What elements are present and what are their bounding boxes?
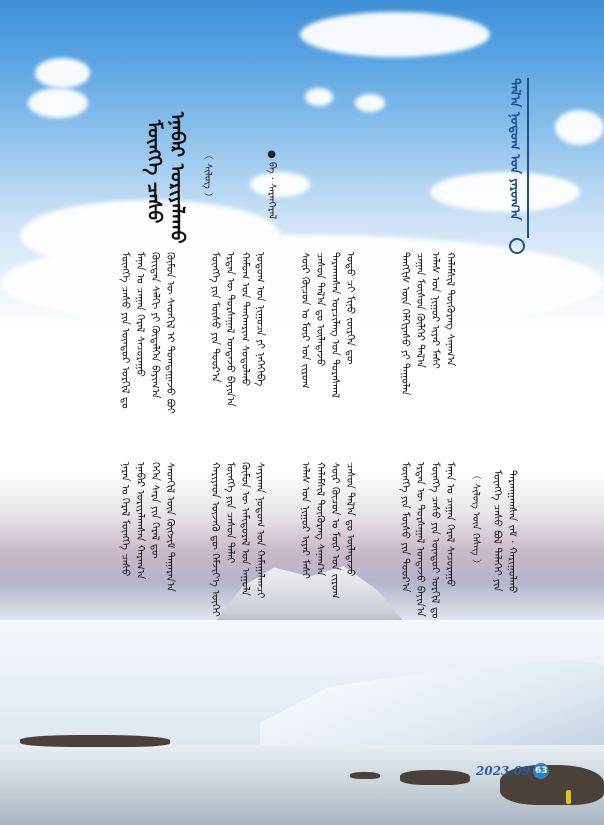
- poem-line: ᠡᠷᠲᠡᠨ ᠦ ᠳᠤᠷᠰᠠᠭᠠᠯ ᠤᠨᠲᠠᠵᠤ ᠪᠠᠶᠢᠨ᠎ᠠ: [414, 462, 426, 617]
- poem-line: ᠰᠦᠷ ᠬᠦᠴᠦᠨ ᠤ ᠮᠥᠷ ᠤᠨ ᠵᠢᠷᠤᠭ: [329, 462, 341, 599]
- person-figure: [566, 790, 571, 804]
- cloud: [28, 88, 88, 118]
- poem-line: ᠨᠤᠲᠤᠭ ᠤᠨ ᠨᠢᠭᠤᠴᠠ ᠶᠢ ᠨᠡᠭᠡᠭᠡᠪᠡ: [254, 252, 266, 387]
- page-footer: [476, 763, 549, 779]
- issue-date: 2023.09: [476, 764, 531, 778]
- poem-line: ᠨᠠᠷᠠᠨ ᠤ ᠭᠡᠷᠡᠯ ᠮᠥᠩᠬᠡ ᠴᠠᠰᠤ: [119, 462, 131, 577]
- poem-line: ᠭᠡᠭᠡᠨ ᠰᠠᠷᠠ ᠶᠢᠨ ᠭᠡᠷᠡᠯ ᠳᠦ: [149, 462, 161, 559]
- poem-line: ᠬᠦᠮᠦᠨ ᠦ ᠠᠮᠢᠳᠤᠷᠠᠯ ᠤᠨ ᠠᠭᠤᠯᠠ: [239, 462, 251, 596]
- cloud: [555, 110, 604, 145]
- rock: [20, 735, 170, 747]
- poem-line: ᠬᠦᠢᠲᠡᠨ ᠰᠠᠯᠬᠢ ᠶᠢ ᠬᠥᠳᠡᠯᠭᠡᠨ ᠪᠠᠶᠢᠭ᠎ᠠ: [149, 252, 161, 399]
- rock: [400, 770, 470, 785]
- article-title-line1: ᠮᠥᠩᠬᠡ ᠴᠠᠰᠤ: [143, 120, 165, 224]
- poem-line: ᠲᠡᠩᠭᠢᠰ ᠦᠨ ᠬᠡᠯᠬᠢᠶᠡᠰᠦ ᠶᠢ ᠳᠠᠭᠤᠯᠠᠨ: [399, 252, 411, 396]
- poem-line: ᠬᠠᠯᠠᠮᠰᠢᠯ ᠳᠦᠭᠦᠷᠡᠩ ᠰᠠᠨᠠᠭ᠎ᠠ: [444, 252, 456, 367]
- poem-line: ᠬᠠᠯᠠᠮᠰᠢᠯ ᠳᠦᠭᠦᠷᠡᠩ ᠰᠠᠨᠠᠭ᠎ᠠ: [314, 462, 326, 577]
- poem-line: ᠰᠦᠷ ᠬᠦᠴᠦᠨ ᠤ ᠮᠥᠷ ᠤᠨ ᠵᠢᠷᠤᠭ: [299, 252, 311, 389]
- cloud: [300, 12, 490, 57]
- rock: [350, 772, 380, 779]
- poem-line: ᠮᠥᠩᠬᠡ ᠴᠠᠰᠤ ᠶᠢᠨ ᠥᠨᠳᠥᠷ ᠣᠷᠭᠢᠯ ᠳᠤ: [119, 252, 131, 409]
- cloud: [430, 172, 580, 212]
- poem-line: ᠴᠠᠭᠠᠨ ᠮᠥᠰᠦᠨ ᠭᠥᠯᠭᠡᠷ ᠲᠠᠯ᠎ᠠ: [414, 252, 426, 368]
- poem-line: ᠣᠳᠤ ᠴᠢ ᠮᠢᠨᠤ ᠵᠦᠷᠬᠡᠨ ᠳᠦ: [344, 252, 356, 365]
- poem-line: ᠴᠠᠰᠤᠨ ᠲᠠᠯ᠎ᠠ ᠳᠤ ᠦᠯᠡᠳᠡᠵᠦ: [344, 462, 356, 577]
- poem-line: ᠮᠠᠨᠠᠨ ᠤ ᠴᠠᠭᠠᠨ ᠭᠡᠷᠡᠯ ᠰᠠᠴᠤᠷᠠᠭᠤ: [444, 462, 456, 587]
- epigraph-line: ᠮᠥᠩᠬᠡ ᠴᠠᠰᠤ ᠪᠣᠯ ᠳᠡᠯᠡᠬᠡᠢ ᠶᠢᠨ: [491, 470, 503, 592]
- poem-genre: （ ᠰᠢᠯᠦᠭ ）: [202, 150, 213, 203]
- cloud: [305, 88, 333, 106]
- poem-line: ᠮᠥᠩᠬᠡ ᠶᠢᠨ ᠮᠥᠰᠦ ᠶᠢᠨ ᠳᠣᠣᠷ᠎ᠠ: [209, 252, 221, 383]
- poem-line: ᠠᠯᠠᠰ ᠤᠨ ᠨᠢᠭᠤᠷ ᠢᠶᠠᠷ ᠮᠠᠰᠢ: [299, 462, 311, 579]
- article-title-line2: ᠡᠨᠡᠪᠡᠷ ᠣᠷᠢᠶᠠᠯᠠᠬᠤ: [166, 112, 188, 244]
- epigraph-line: ᠲᠠᠷᠬᠠᠭᠠᠭᠰᠠᠨ ᠵᠠᠮ · ᠬᠠᠷᠢᠭᠤᠯᠬᠤ: [506, 470, 518, 594]
- author-name: ● ᠪᠠ · ᠰᠠᠷᠠᠨᠭᠡᠷᠡᠯ: [266, 150, 277, 220]
- poem-line: ᠮᠥᠩᠬᠡ ᠶᠢᠨ ᠮᠥᠰᠦ ᠶᠢᠨ ᠳᠣᠣᠷ᠎ᠠ: [399, 462, 411, 593]
- poem-line: ᠡᠨᠡᠪᠡᠷ ᠣᠷᠢᠶᠠᠯᠠᠭᠰᠠᠨ ᠬᠠᠷᠠᠭ᠎ᠠ: [134, 462, 146, 580]
- section-header: ᠲᠠᠯ᠎ᠠ ᠨᠤᠲᠤᠭ ᠤᠨ ᠶᠠᠷᠤᠭ᠎ᠠ: [507, 78, 522, 221]
- poem-line: ᠲᠠᠷᠬᠠᠭᠰᠠᠨ ᠣᠷᠴᠢᠯᠠᠩ ᠤᠨ ᠳᠤᠷᠠᠰᠬᠠᠯ: [329, 252, 341, 398]
- poem-line: ᠰᠡᠳᠬᠢᠯ ᠦᠨ ᠬᠥᠭᠵᠢᠮ ᠲᠠᠭᠠᠷᠠᠨ᠎ᠠ: [164, 462, 176, 592]
- poem-line: ᠮᠥᠩᠬᠡ ᠴᠠᠰᠤ ᠶᠢᠨ ᠥᠨᠳᠥᠷ ᠣᠷᠭᠢᠯ ᠳᠤ: [429, 462, 441, 619]
- cloud: [355, 94, 385, 112]
- poem-line: ᠬᠠᠷᠢᠶᠠᠳ ᠦᠵᠡᠬᠦ ᠳᠦ ᠬᠡᠮᠵᠢᠶ᠎ᠡ ᠦᠭᠡᠢ: [209, 462, 221, 617]
- poem-line: ᠬᠦᠮᠦᠨ ᠦ ᠰᠡᠳᠬᠢᠯ ᠢ ᠲᠣᠭᠲᠠᠭᠠᠵᠤ ᠪᠣᠢ: [164, 252, 176, 414]
- header-ornament-icon: [509, 238, 525, 254]
- page-number: 63: [533, 763, 549, 779]
- poem-line: ᠮᠥᠩᠬᠡ ᠶᠢᠨ ᠴᠠᠰᠤᠨ ᠳᠠᠯᠠᠢ: [224, 462, 236, 564]
- quote-attribution: （ ᠰᠢᠯᠦᠭ ᠦᠨ ᠬᠡᠰᠡᠭ ）: [470, 470, 481, 569]
- poem-line: ᠠᠯᠠᠰ ᠤᠨ ᠨᠢᠭᠤᠷ ᠢᠶᠠᠷ ᠮᠠᠰᠢ: [429, 252, 441, 369]
- poem-line: ᠮᠠᠨᠠᠨ ᠤ ᠴᠠᠭᠠᠨ ᠭᠡᠷᠡᠯ ᠰᠠᠴᠤᠷᠠᠭᠤ: [134, 252, 146, 377]
- poem-line: ᠰᠠᠶᠢᠬᠠᠨ ᠨᠤᠲᠤᠭ ᠤᠨ ᠬᠠᠮᠠᠭᠠᠯᠠᠭᠴᠢ: [254, 462, 266, 599]
- poem-line: ᠴᠠᠰᠤᠨ ᠲᠠᠯ᠎ᠠ ᠳᠤ ᠦᠯᠡᠳᠡᠵᠦ: [314, 252, 326, 367]
- cloud: [35, 58, 90, 88]
- poem-line: ᠡᠷᠲᠡᠨ ᠦ ᠳᠤᠷᠰᠠᠭᠠᠯ ᠤᠨᠲᠠᠵᠤ ᠪᠠᠶᠢᠨ᠎ᠠ: [224, 252, 236, 407]
- poem-line: ᠬᠠᠮᠤᠭ ᠤᠨ ᠲᠠᠨᠭᠬᠠᠷᠢᠭ ᠰᠤᠳᠤᠯᠬᠤ: [239, 252, 251, 387]
